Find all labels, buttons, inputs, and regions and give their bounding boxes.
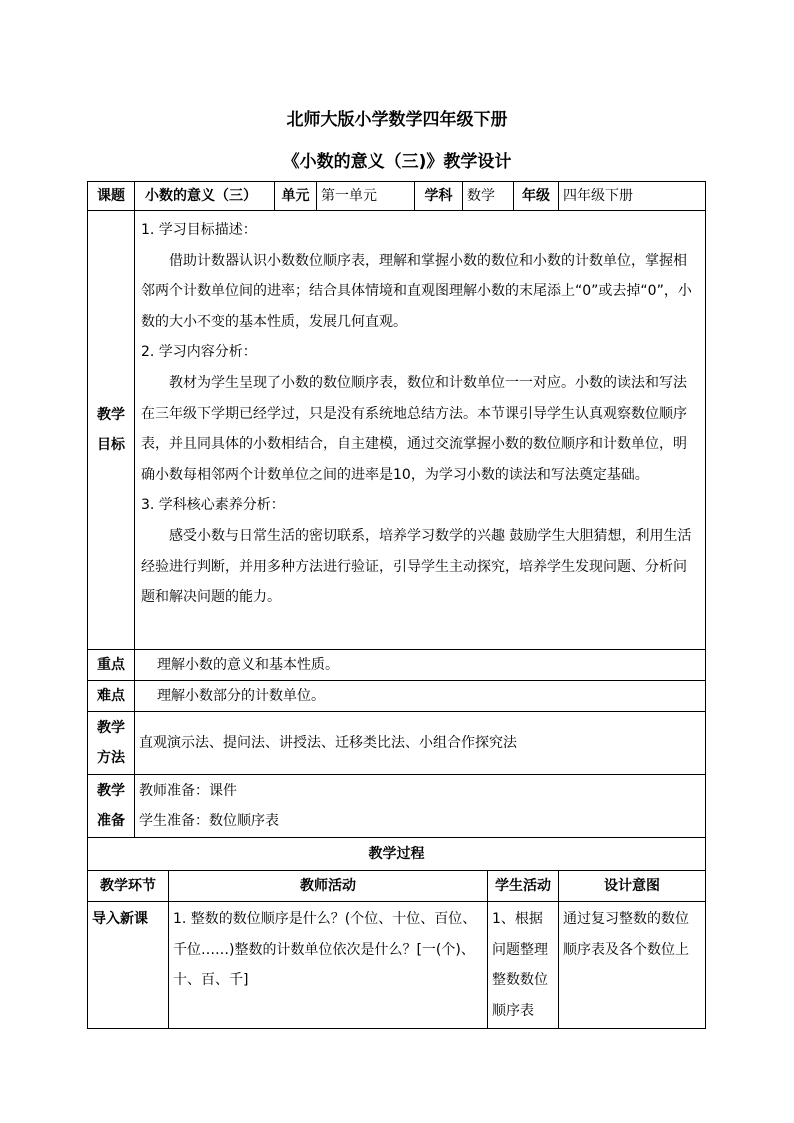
goal-section-2-title: 2. 学习内容分析： xyxy=(141,344,257,361)
preparation-label xyxy=(88,775,135,838)
preparation-label-line1: 教学 xyxy=(97,783,125,799)
stage-column-header: 教学环节 xyxy=(88,871,169,902)
teacher-activity-column-header: 教师活动 xyxy=(169,871,488,902)
key-point-value: 理解小数的意义和基本性质。 xyxy=(135,650,706,681)
process-row xyxy=(88,902,706,1029)
subject-value: 数学 xyxy=(463,182,514,211)
process-header-row xyxy=(88,871,706,902)
student-preparation: 学生准备：数位顺序表 xyxy=(139,813,279,829)
key-point-row xyxy=(88,650,706,681)
teacher-activity-cell: 1. 整数的数位顺序是什么？(个位、十位、百位、千位……)整数的计数单位依次是什么？[一(个)、十、百、千] xyxy=(169,902,488,1029)
goals-row xyxy=(88,211,706,650)
method-value: 直观演示法、提问法、讲授法、迁移类比法、小组合作探究法 xyxy=(135,712,706,775)
preparation-value xyxy=(135,775,706,838)
grade-value: 四年级下册 xyxy=(559,182,706,211)
preparation-row xyxy=(88,775,706,838)
preparation-label-line2: 准备 xyxy=(97,813,125,829)
design-intent-column-header: 设计意图 xyxy=(559,871,706,902)
goal-section-1-body: 借助计数器认识小数数位顺序表，理解和掌握小数的数位和小数的计数单位，掌握相邻两个计数单位间的进率；结合具体情境和直观图理解小数的末尾添上“0”或去掉“0”，小数的大小不变的基本性质，发展几何直观。 xyxy=(141,252,692,330)
goals-label xyxy=(88,211,135,650)
student-activity-cell: 1、根据问题整理整数数位顺序表 xyxy=(488,902,559,1029)
key-point-label: 重点 xyxy=(88,650,135,681)
goals-label-line1: 教学 xyxy=(97,407,125,423)
subject-label: 学科 xyxy=(415,182,463,211)
stage-cell: 导入新课 xyxy=(88,902,169,1029)
document-title: 北师大版小学数学四年级下册 xyxy=(286,110,508,130)
goals-label-line2: 目标 xyxy=(97,437,125,453)
topic-label: 课题 xyxy=(88,182,135,211)
process-title-row xyxy=(88,838,706,871)
method-label-line2: 方法 xyxy=(97,750,125,766)
lesson-plan-table xyxy=(87,181,706,1029)
method-label-line1: 教学 xyxy=(97,720,125,736)
topic-value: 小数的意义（三） xyxy=(135,182,275,211)
goals-content xyxy=(135,211,706,650)
header-row xyxy=(88,182,706,211)
design-intent-cell: 通过复习整数的数位顺序表及各个数位上 xyxy=(559,902,706,1029)
goal-section-3-body: 感受小数与日常生活的密切联系，培养学习数学的兴趣 鼓励学生大胆猜想，利用生活经验进行判断，并用多种方法进行验证，引导学生主动探究，培养学生发现问题、分析问题和解决问题的能力。 xyxy=(141,527,692,606)
unit-value: 第一单元 xyxy=(317,182,415,211)
difficulty-label: 难点 xyxy=(88,681,135,712)
goal-section-3-title: 3. 学科核心素养分析： xyxy=(141,497,285,514)
teacher-preparation: 教师准备：课件 xyxy=(139,783,237,799)
method-row xyxy=(88,712,706,775)
student-activity-column-header: 学生活动 xyxy=(488,871,559,902)
lesson-title: 《小数的意义（三)》教学设计 xyxy=(282,152,512,172)
goal-section-2-body: 教材为学生呈现了小数的数位顺序表，数位和计数单位一一对应。小数的读法和写法在三年级下学期已经学过，只是没有系统地总结方法。本节课引导学生认真观察数位顺序表，并且同具体的小数相结合，自主建模，通过交流掌握小数的数位顺序和计数单位，明确小数每相邻两个计数单位之间的进率是10，为学习小数的读法和写法奠定基础。 xyxy=(141,374,687,483)
unit-label: 单元 xyxy=(275,182,317,211)
grade-label: 年级 xyxy=(514,182,559,211)
method-label xyxy=(88,712,135,775)
difficulty-row xyxy=(88,681,706,712)
difficulty-value: 理解小数部分的计数单位。 xyxy=(135,681,706,712)
process-title: 教学过程 xyxy=(88,838,706,871)
goal-section-1-title: 1. 学习目标描述： xyxy=(141,222,257,238)
